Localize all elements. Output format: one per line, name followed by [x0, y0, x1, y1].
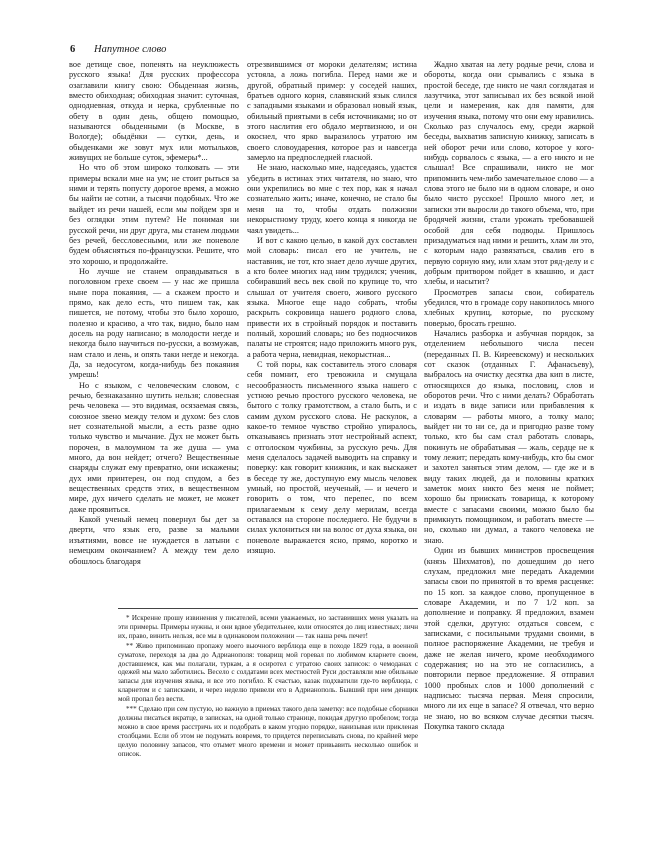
- running-header: [70, 44, 590, 58]
- footnote: * Искренне прошу извинения у писателей, всеми уважаемых, но заставивших меня указать на эти примеры. Примеры нужны, и они вдвое убедительнее, коли относятся до лиц известных; личн их, право, винить нельзя, все мы в одинаковом положении — так наша речь печет!: [118, 614, 418, 640]
- paragraph: Какой ученый немец повернул бы дет за дверти, что язык его, разве за малыми изъятиями, вовсе не нуждается в латыни с немецким окончанием? А между тем дело обошлось благодаря: [69, 515, 239, 566]
- footnote: ** Живо припоминаю пропажу моего вьючного верблюда еще в походе 1829 года, в военной суматохе, переходя за два до Адрианополя: товарищ мой горевал по любимом кларнете своем, доставшемся, как мы полагали, туркам, а я осиротел с утратою своих записок: о чемоданах с одежей мы мало заботились. Весело с солдатами всех местностей Руси доставляли мне обильные запасы для изучения языка, и все это погибло. К счастью, казак подхватили где-то верблюда, с кларнетом и с записками, и через неделю привели его в Адрианополь. Бывший при нем денщик мой пропал без вести.: [118, 641, 418, 704]
- paragraph: С той поры, как составитель этого словаря себя помнит, его тревожила и смущала несообразность письменного языка нашего с устною речью простого русского человека, не бытого с толку грамотством, а стало быть, и с самим духом русского слова. Не раскулок, а какое-то темное чувство стройно упиралось, отказываясь признать этот нестройный аспект, с отголоском чужбины, за русскую речь. Для меня сделалось задачей выводить на справку и поверку: как говорит книжник, и как выскажет в беседе ту же, доступную ему мысль человек умный, но простой, неученый, — и нечего и говорить о том, что перепес, по всем прилагаемым к сему делу мерилам, всегда оставался на стороне последнего. Не будучи в силах уклониться ни на волос от духа языка, он поневоле выражается ясно, прямо, коротко и изящно.: [247, 359, 417, 556]
- paragraph: Один из бывших министров просвещения (князь Шихматов), по дошедшим до него слухам, предложил мне передать Академии запасы свои по принятой в то время расценке: по 15 коп. за каждое слово, пропущенное в словаре Академии, и по 7 1/2 коп. за дополнение и поправку. Я предложил, взамен этой сделки, другую: отдаться совсем, с записками, с посильными трудами своими, в полное распоряжение Академии, не требуя и даже не желая ничего, кроме необходимого содержания; но на это не согласились, а повторили первое предложение. Я отправил 1000 пробных слов и 1000 дополнений с надписью: тысяча первая. Меня спросили, много ли их еще в запасе? Я отвечал, что верно не знаю, но во всяком случае десятки тысяч. Покупка такого склада: [424, 546, 594, 731]
- running-title: Напутное слово: [94, 44, 167, 55]
- footnote: *** Сделаю при сем пустую, но важную в приемах такого дела заметку: все подобные сборники должны писаться вкратце, в записках, на одной только странице, покидая другую пробелом; тогда можно в свое время расстричь их и подобрать в каком угодно порядке, нанизывая или прикленая столбцами. Если об этом не подумать вовремя, то придется переписывать снова, по крайней мере целую половину запасов, что отымет много времени и может привьавить несколько ошибок и описок.: [118, 705, 418, 758]
- text-column-2: [247, 60, 417, 600]
- footnotes: [118, 614, 418, 814]
- paragraph: И вот с какою целью, в какой дух составлен мой словарь: писал его не учитель, не наставник, не тот, кто знает дело лучше других, а кто более многих над ним трудился; ученик, собиравший весь век свой по крупице то, что слышал от учителя своего, живого русского языка. Многое еще надо собрать, чтобы раскрыть сокровища нашего родного слова, привести их в стройный порядок и поставить полный, хороший словарь; но без подносчиков палаты не строятся; надо приложить много рук, а работа черна, невидная, некорыстная...: [247, 235, 417, 359]
- paragraph: Но что об этом широко толковать — эти примеры вскали мне на ум; не стоит рыться за ними и терять попусту дорогое время, а можно бы найти не сотни, а тысячи подобных. Что же выйдет из речи нашей, если мы пойдем зря и без оглядки этим путем? Не понимая ни русской речи, ни друг друга, мы станем людьми без речей, бессловесными, или же поневоле будем объясняться по-французски. Решите, что это хорошо, и продолжайте.: [69, 163, 239, 266]
- paragraph: Просмотрев запасы свои, собиратель убедился, что в громаде сору накопилось много хлебных крупиц, которые, по русскому поверью, бросать грешно.: [424, 287, 594, 328]
- paragraph: Не знаю, насколько мне, надседаясь, удастся убедить в истинах этих читателя, но знаю, что они укрепились во мне с тех пор, как я начал сознательно жить; иначе, конечно, не стало бы меня на то, чтобы отдать полжизни некорыстному труду, коего конца я никогда не чаял увидеть...: [247, 163, 417, 235]
- text-column-3: [424, 60, 594, 820]
- paragraph: отрезвившимся от мороки делателям; истина устояла, а ложь погибла. Перед нами же и другой, обратный пример: у соседей наших, братьев одного корня, славянский язык слился с западными языками и образовал новый язык, обильный приятыми в себя источниками; но от этого наслития его обдало мертвизною, и он окоснел, что ярко выразилось утратою им своего словоударения, которое раз и навсегда замерло на предпоследней гласной.: [247, 60, 417, 163]
- paragraph: Жадно хватая на лету родные речи, слова и обороты, когда они срывались с языка в простой беседе, где никто не чаял соглядатая и лазутчика, этот записывал их без всякой иной цели и намерения, как для памяти, для изучения языка, потому что они ему нравились. Сколько раз случалось ему, среди жаркой беседы, выхватив записную книжку, записать в ней оборот речи или слово, которое у кого-нибудь сорвалось с языка, — а его никто и не слышал! Все спрашивали, никто не мог припомнить чем-либо замечательное слово — а слова этого не было ни в одном словаре, и оно было чисто русское! Прошло много лет, и записки эти выросли до такого объема, что, при бродячей жизни, стали урожать требовавшей особой для себя подводы. Пришлось призадуматься над ними и решить, хлам ли это, с которым надо развязаться, свалив его в первую сорную яму, или хлам этот ряд-делу и с добрым притвором пойдет в квашню, и даст хлебы, и насытит?: [424, 60, 594, 287]
- paragraph: Начались разборка и азбучная порядок, за отделением небольшого числа песен (переданных П. В. Киреевскому) и нескольких сот сказок (отданных Г. Афанасьеву), выбралось на очистку десятка два кип в листе, относящихся до языка, пословиц, слов и оборотов речи. Что с ними делать? Обработать и издать в виде записи или прибавления к словарям — работы много, а толку мало; выйдет ни то ни се, да и пригодно разве тому только, кто бы сам стал работать словарь, покинуть не обрабатывая — жаль, сердце не к тому лежит; передать кому-нибудь, кто бы смог и захотел заняться этим делом, — где же и в виду таких людей, да и половины кратких заметок моих никто без меня не поймет; хорошо бы приискать товарища, к которому вместе с запасами своими, можно было бы примкнуть помощником, и работать вместе — но, сколько ни думал, а такого человека не знаю.: [424, 328, 594, 545]
- paragraph: Но с языком, с человеческим словом, с речью, безнаказанно шутить нельзя; словесная речь человека — это видимая, осязаемая связь, союзное звено между телом и духом: без слов нет сознательной мысли, а есть разве одно только чувство и мычание. Дух не может быть порочен, в малоумном та же душа — ума много, да вон нейдет; отчего? Вещественные снаряды служат ему превратно, они искажены; дух ими принтерен, он под спудом, а без вещественных средств этих, в вещественном мире, дух ничего сделать не может, не может даже проявиться.: [69, 380, 239, 514]
- footnote-divider: [118, 608, 418, 609]
- paragraph: Но лучше не станем оправдываться в поголовном грехе своем — у нас же пришла ныне пора покаяния, — а скажем просто и прямо, как дело есть, что пишем так, как пишется, не потому, чтобы это было хорошо, полезно и красиво, а что так, видно, было нам досель на роду написано; в молодости негде и некогда было научиться по-русски, а возмужав, нам стало и лень, и опять таки негде и некогда. Да, за недосугом, когда-нибудь без покаяния умрешь!: [69, 266, 239, 380]
- page-number: 6: [70, 44, 76, 55]
- paragraph: вое детище свое, попенять на неуклюжесть русского языка! Для русских профессора озаглавили книгу свою: Обыденная жизнь, вместо обиходная; обиходная значит: суточная, однодневная, откуда и нерка, срубленные по обету в один день, общею помощью, называются обыденными (в Москве, в Вологде); обыдёнки — сутки, день, и обыденками же зовут мух или мотыльков, живущих не больше суток, эфемеры*...: [69, 60, 239, 163]
